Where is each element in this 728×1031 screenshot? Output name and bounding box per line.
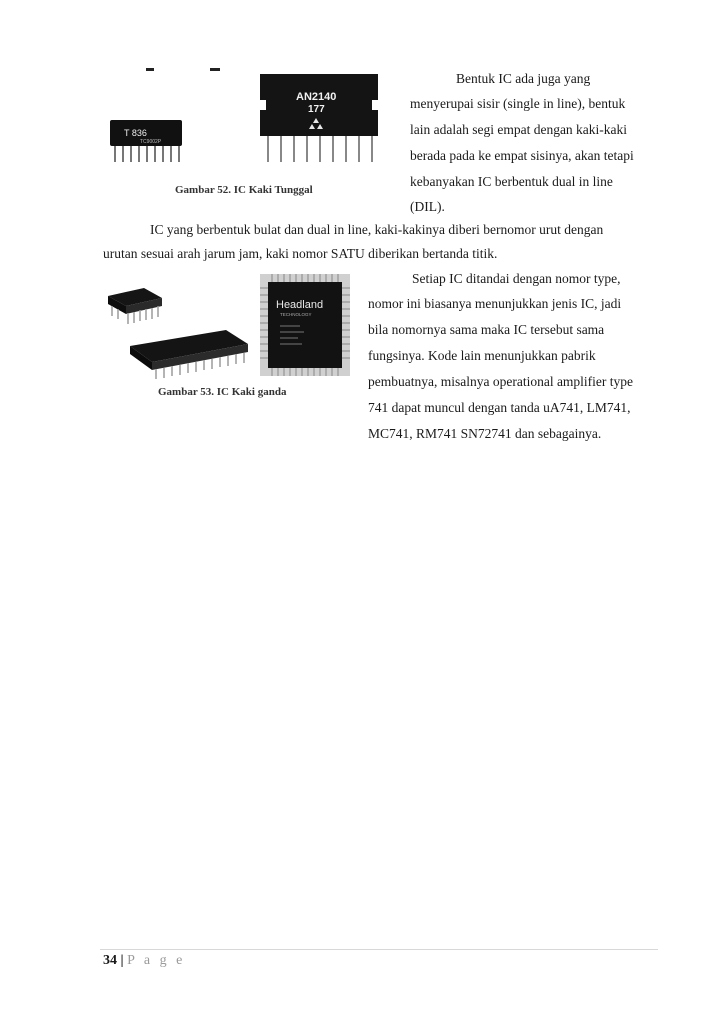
large-chip-number: 177 xyxy=(308,104,325,115)
footer-rule xyxy=(100,949,658,950)
footer-separator: | xyxy=(120,953,124,968)
section2-line-5: pembuatnya, misalnya operational amplifier type xyxy=(368,374,634,389)
qfp-sub-label: TECHNOLOGY xyxy=(280,312,312,317)
page-number: 34 xyxy=(103,953,117,968)
qfp-brand-label: Headland xyxy=(276,299,324,311)
middle-paragraph-line-2: urutan sesuai arah jarum jam, kaki nomor SATU diberikan bertanda titik. xyxy=(103,246,498,261)
section1-line-2: menyerupai sisir (single in line), bentuk xyxy=(410,96,626,111)
section2-line-1: Setiap IC ditandai dengan nomor type, xyxy=(412,271,621,286)
small-chip-label: T 836 xyxy=(124,128,147,138)
small-chip-sublabel: TC9002P xyxy=(140,139,162,145)
section1-line-1: Bentuk IC ada juga yang xyxy=(456,71,591,86)
section1-line-6: (DIL). xyxy=(410,199,445,214)
figure-52-sil-ic-image xyxy=(100,62,390,182)
figure-53-dil-ic-image xyxy=(100,268,355,384)
page-word: P a g e xyxy=(127,953,186,968)
section1-line-4: berada pada ke empat sisinya, akan tetapi xyxy=(410,148,634,163)
section1-line-5: kebanyakan IC berbentuk dual in line xyxy=(410,174,613,189)
section2-line-7: MC741, RM741 SN72741 dan sebagainya. xyxy=(368,426,602,441)
section2-line-6: 741 dapat muncul dengan tanda uA741, LM741, xyxy=(368,400,631,415)
section2-line-3: bila nomornya sama maka IC tersebut sama xyxy=(368,322,605,337)
section1-line-3: lain adalah segi empat dengan kaki-kaki xyxy=(410,122,628,137)
large-chip-label: AN2140 xyxy=(296,91,337,103)
figure-52-caption: Gambar 52. IC Kaki Tunggal xyxy=(175,184,313,196)
middle-paragraph-line-1: IC yang berbentuk bulat dan dual in line, kaki-kakinya diberi bernomor urut dengan xyxy=(150,222,604,237)
page-footer xyxy=(103,953,185,969)
figure-53-caption: Gambar 53. IC Kaki ganda xyxy=(158,386,287,398)
section2-line-2: nomor ini biasanya menunjukkan jenis IC, jadi xyxy=(368,296,622,311)
section2-line-4: fungsinya. Kode lain menunjukkan pabrik xyxy=(368,348,596,363)
